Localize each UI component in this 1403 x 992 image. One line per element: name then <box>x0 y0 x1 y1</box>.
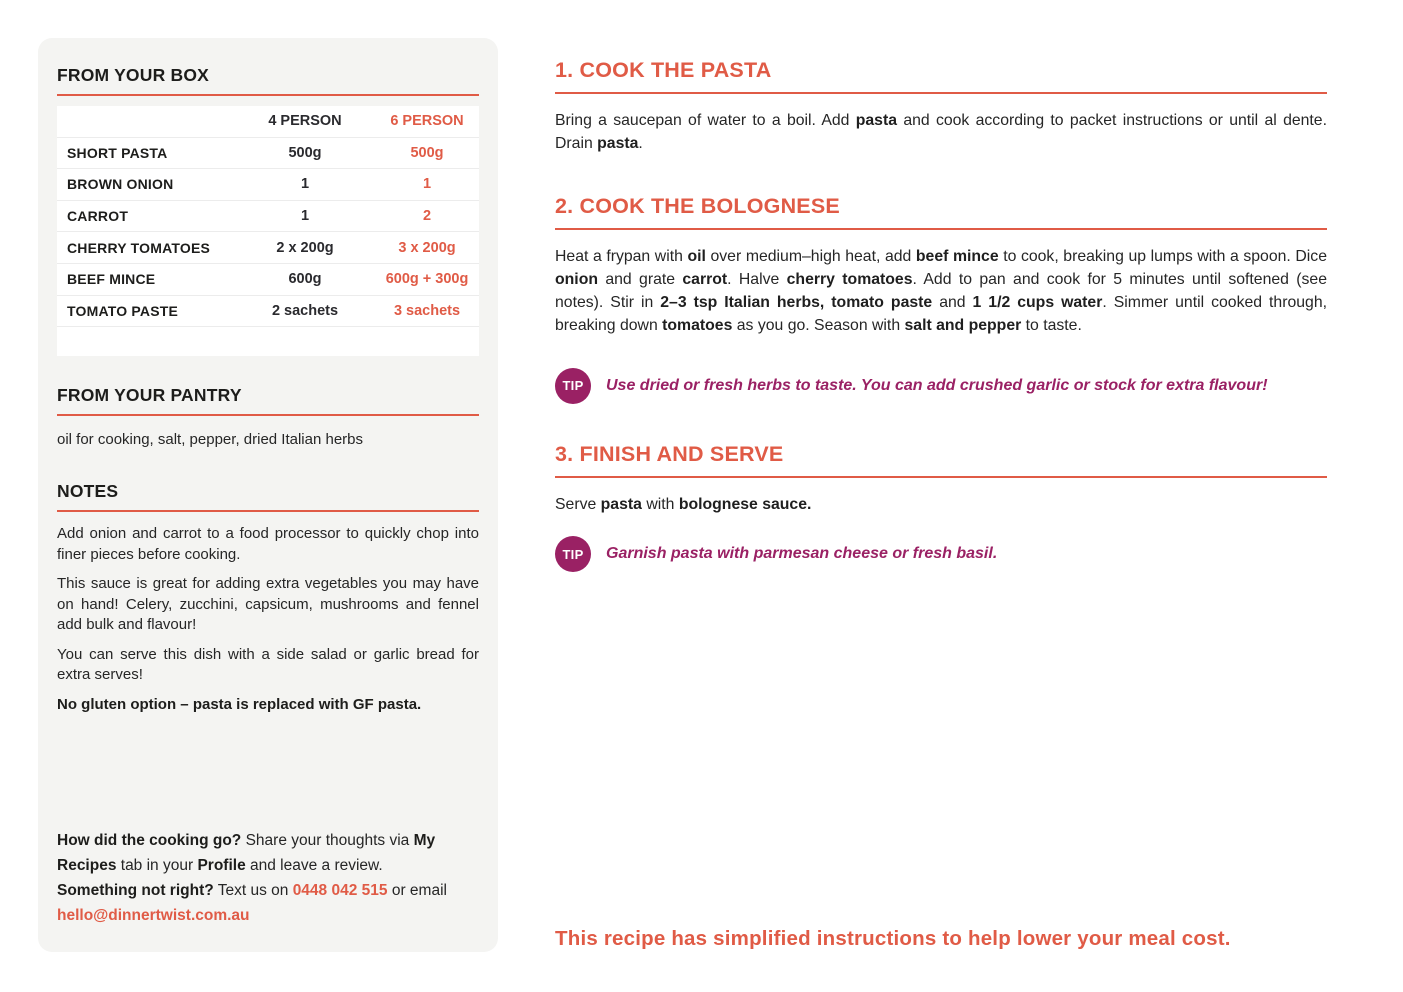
step-2-section <box>555 194 1327 404</box>
notes-title-rule <box>57 510 479 512</box>
ingredient-name: CARROT <box>67 208 129 225</box>
qty-4-person: 1 <box>300 176 310 193</box>
sidebar <box>38 38 498 952</box>
instructions-column <box>555 58 1327 572</box>
qty-6-person: 600g + 300g <box>385 271 469 288</box>
ingredient-name: BEEF MINCE <box>67 271 156 288</box>
qty-4-person: 1 <box>300 208 310 225</box>
qty-4-person: 500g <box>288 144 322 161</box>
contact-text <box>57 878 479 928</box>
notes-body <box>57 524 479 715</box>
header-6-person: 6 PERSON <box>390 113 464 130</box>
box-title-rule <box>57 94 479 96</box>
step-3-body: Serve pasta with bolognese sauce. <box>555 495 812 513</box>
tip-text: Garnish pasta with parmesan cheese or fresh basil. <box>606 545 998 563</box>
step-2-title: 2. COOK THE BOLOGNESE <box>555 193 840 218</box>
box-section-title: FROM YOUR BOX <box>57 65 210 85</box>
step-3-section <box>555 442 1327 572</box>
qty-4-person: 600g <box>288 271 322 288</box>
tip-badge-icon: TIP <box>555 368 591 404</box>
step-2-body: Heat a frypan with oil over medium–high heat, add beef mince to cook, breaking up lumps with a spoon. Dice onion and grate carrot. Halve cherry tomatoes. Add to pan and cook for 5 minutes until softened (see notes). Stir in 2–3 tsp Italian herbs, tomato paste and 1 1/2 cups water. Simmer until cooked through, breaking down tomatoes as you go. Season with salt and pepper to taste. <box>555 247 1327 335</box>
tip-text: Use dried or fresh herbs to taste. You can add crushed garlic or stock for extra flavour! <box>606 376 1268 394</box>
pantry-title-rule <box>57 414 479 416</box>
table-row <box>57 296 479 328</box>
notes-section-title: NOTES <box>57 481 119 502</box>
qty-6-person: 3 x 200g <box>398 239 456 256</box>
ingredients-table <box>57 106 479 356</box>
ingredient-name: TOMATO PASTE <box>67 302 179 319</box>
pantry-section-title: FROM YOUR PANTRY <box>57 385 242 406</box>
ingredient-name: BROWN ONION <box>67 176 174 193</box>
step-2-rule <box>555 228 1327 230</box>
step-3-rule <box>555 476 1327 478</box>
simplified-instructions-note: This recipe has simplified instructions to help lower your meal cost. <box>555 927 1231 950</box>
qty-6-person: 1 <box>422 176 432 193</box>
qty-6-person: 500g <box>410 144 444 161</box>
table-row <box>57 264 479 296</box>
table-row <box>57 138 479 170</box>
feedback-text: How did the cooking go? Share your thoughts via My Recipes tab in your Profile and leave a review. <box>57 832 436 874</box>
table-row <box>57 232 479 264</box>
phone-link[interactable]: 0448 042 515 <box>292 882 388 899</box>
table-row <box>57 169 479 201</box>
qty-4-person: 2 x 200g <box>276 239 334 256</box>
qty-6-person: 2 <box>422 208 432 225</box>
pantry-items-text: oil for cooking, salt, pepper, dried Italian herbs <box>57 431 364 449</box>
step-1-rule <box>555 92 1327 94</box>
ingredient-name: SHORT PASTA <box>67 144 168 161</box>
tip-badge-icon: TIP <box>555 536 591 572</box>
table-header-row <box>57 106 479 138</box>
sidebar-footer <box>57 828 479 928</box>
contact-text-prefix: Something not right? Text us on <box>57 882 293 899</box>
note-paragraph: You can serve this dish with a side salad or garlic bread for extra serves! <box>57 645 479 684</box>
table-row <box>57 201 479 233</box>
gluten-free-note: No gluten option – pasta is replaced with GF pasta. <box>57 695 422 713</box>
contact-text-mid: or email <box>387 882 447 899</box>
email-link[interactable]: hello@dinnertwist.com.au <box>57 907 250 924</box>
step-1-section <box>555 58 1327 156</box>
note-paragraph: Add onion and carrot to a food processor to quickly chop into finer pieces before cooking. <box>57 525 479 563</box>
header-4-person: 4 PERSON <box>268 113 342 130</box>
notes-section <box>57 481 479 715</box>
note-paragraph: This sauce is great for adding extra vegetables you may have on hand! Celery, zucchini, capsicum, mushrooms and fennel add bulk and flavour! <box>57 575 479 634</box>
from-your-box-section <box>57 65 479 356</box>
ingredient-name: CHERRY TOMATOES <box>67 239 211 256</box>
from-your-pantry-section <box>57 385 479 448</box>
step-3-title: 3. FINISH AND SERVE <box>555 441 784 466</box>
table-spacer <box>57 327 479 356</box>
step-1-title: 1. COOK THE PASTA <box>555 58 772 82</box>
step-1-body: Bring a saucepan of water to a boil. Add pasta and cook according to packet instructions or until al dente. Drain pasta. <box>555 112 1327 153</box>
qty-4-person: 2 sachets <box>271 302 339 319</box>
qty-6-person: 3 sachets <box>393 302 461 319</box>
tip-row <box>555 536 1327 572</box>
tip-row <box>555 368 1327 404</box>
